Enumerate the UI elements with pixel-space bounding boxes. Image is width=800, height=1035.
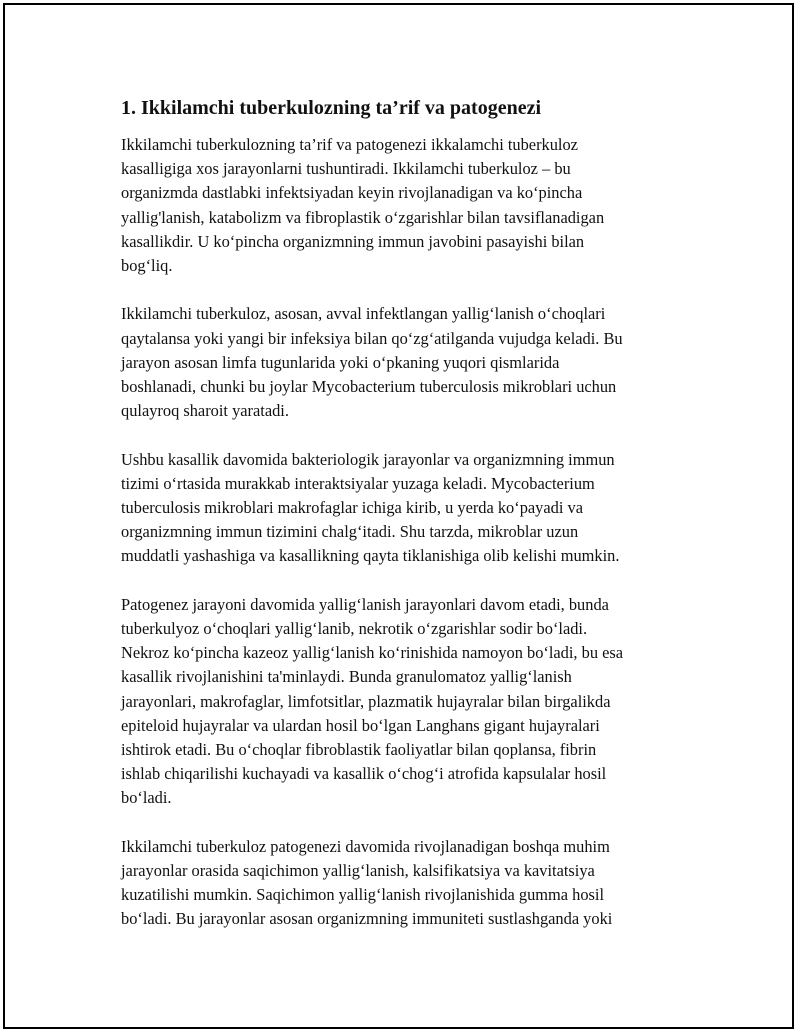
paragraph-3: [121, 448, 701, 569]
text-line: bog‘liq.: [121, 256, 173, 276]
text-line: tizimi o‘rtasida murakkab interaktsiyalar yuzaga keladi. Mycobacterium: [121, 473, 595, 493]
text-line: qaytalansa yoki yangi bir infeksiya bilan qo‘zg‘atilganda vujudga keladi. Bu: [121, 328, 623, 348]
text-line: Ikkilamchi tuberkuloz, asosan, avval infektlangan yallig‘lanish o‘choqlari: [121, 304, 606, 324]
text-line: boshlanadi, chunki bu joylar Mycobacterium tuberculosis mikroblari uchun: [121, 377, 617, 397]
document-page: [3, 3, 794, 1029]
text-line: kasalligiga xos jarayonlarni tushuntiradi. Ikkilamchi tuberkuloz – bu: [121, 159, 571, 179]
text-line: jarayonlar orasida saqichimon yallig‘lanish, kalsifikatsiya va kavitatsiya: [121, 861, 595, 881]
paragraph-2: [121, 302, 701, 423]
text-line: qulayroq sharoit yaratadi.: [121, 401, 289, 421]
text-line: Ushbu kasallik davomida bakteriologik jarayonlar va organizmning immun: [121, 449, 615, 469]
text-line: kasallikdir. U ko‘pincha organizmning immun javobini pasayishi bilan: [121, 231, 585, 251]
text-line: epiteloid hujayralar va ulardan hosil bo‘lgan Langhans gigant hujayralari: [121, 715, 600, 735]
text-line: ishtirok etadi. Bu o‘choqlar fibroblastik faoliyatlar bilan qoplansa, fibrin: [121, 740, 597, 760]
text-line: tuberculosis mikroblari makrofaglar ichiga kirib, u yerda ko‘payadi va: [121, 498, 583, 518]
paragraph-4: [121, 593, 701, 811]
document-content: [121, 95, 701, 956]
text-line: Patogenez jarayoni davomida yallig‘lanish jarayonlari davom etadi, bunda: [121, 594, 609, 614]
text-line: kasallik rivojlanishini ta'minlaydi. Bunda granulomatoz yallig‘lanish: [121, 667, 572, 687]
text-line: kuzatilishi mumkin. Saqichimon yallig‘lanish rivojlanishida gumma hosil: [121, 885, 605, 905]
text-line: jarayonlari, makrofaglar, limfotsitlar, plazmatik hujayralar bilan birgalikda: [121, 691, 611, 711]
text-line: Ikkilamchi tuberkulozning ta’rif va patogenezi ikkalamchi tuberkuloz: [121, 135, 578, 154]
text-line: Nekroz ko‘pincha kazeoz yallig‘lanish ko‘rinishida namoyon bo‘ladi, bu esa: [121, 643, 624, 663]
text-line: muddatli yashashiga va kasallikning qayta tiklanishiga olib kelishi mumkin.: [121, 546, 620, 566]
text-line: ishlab chiqarilishi kuchayadi va kasallik o‘chog‘i atrofida kapsulalar hosil: [121, 764, 607, 784]
text-line: organizmning immun tizimini chalg‘itadi. Shu tarzda, mikroblar uzun: [121, 522, 579, 542]
paragraph-1: [121, 133, 701, 278]
text-line: bo‘ladi.: [121, 788, 172, 808]
section-title: 1. Ikkilamchi tuberkulozning ta’rif va patogenezi: [121, 97, 542, 119]
text-line: bo‘ladi. Bu jarayonlar asosan organizmning immuniteti sustlashganda yoki: [121, 909, 613, 929]
text-line: jarayon asosan limfa tugunlarida yoki o‘pkaning yuqori qismlarida: [121, 352, 560, 372]
text-line: tuberkulyoz o‘choqlari yallig‘lanib, nekrotik o‘zgarishlar sodir bo‘ladi.: [121, 619, 588, 639]
text-line: organizmda dastlabki infektsiyadan keyin rivojlanadigan va ko‘pincha: [121, 183, 583, 203]
text-line: yallig'lanish, katabolizm va fibroplastik o‘zgarishlar bilan tavsiflanadigan: [121, 207, 605, 227]
text-line: Ikkilamchi tuberkuloz patogenezi davomida rivojlanadigan boshqa muhim: [121, 836, 610, 856]
paragraph-5: [121, 835, 701, 932]
